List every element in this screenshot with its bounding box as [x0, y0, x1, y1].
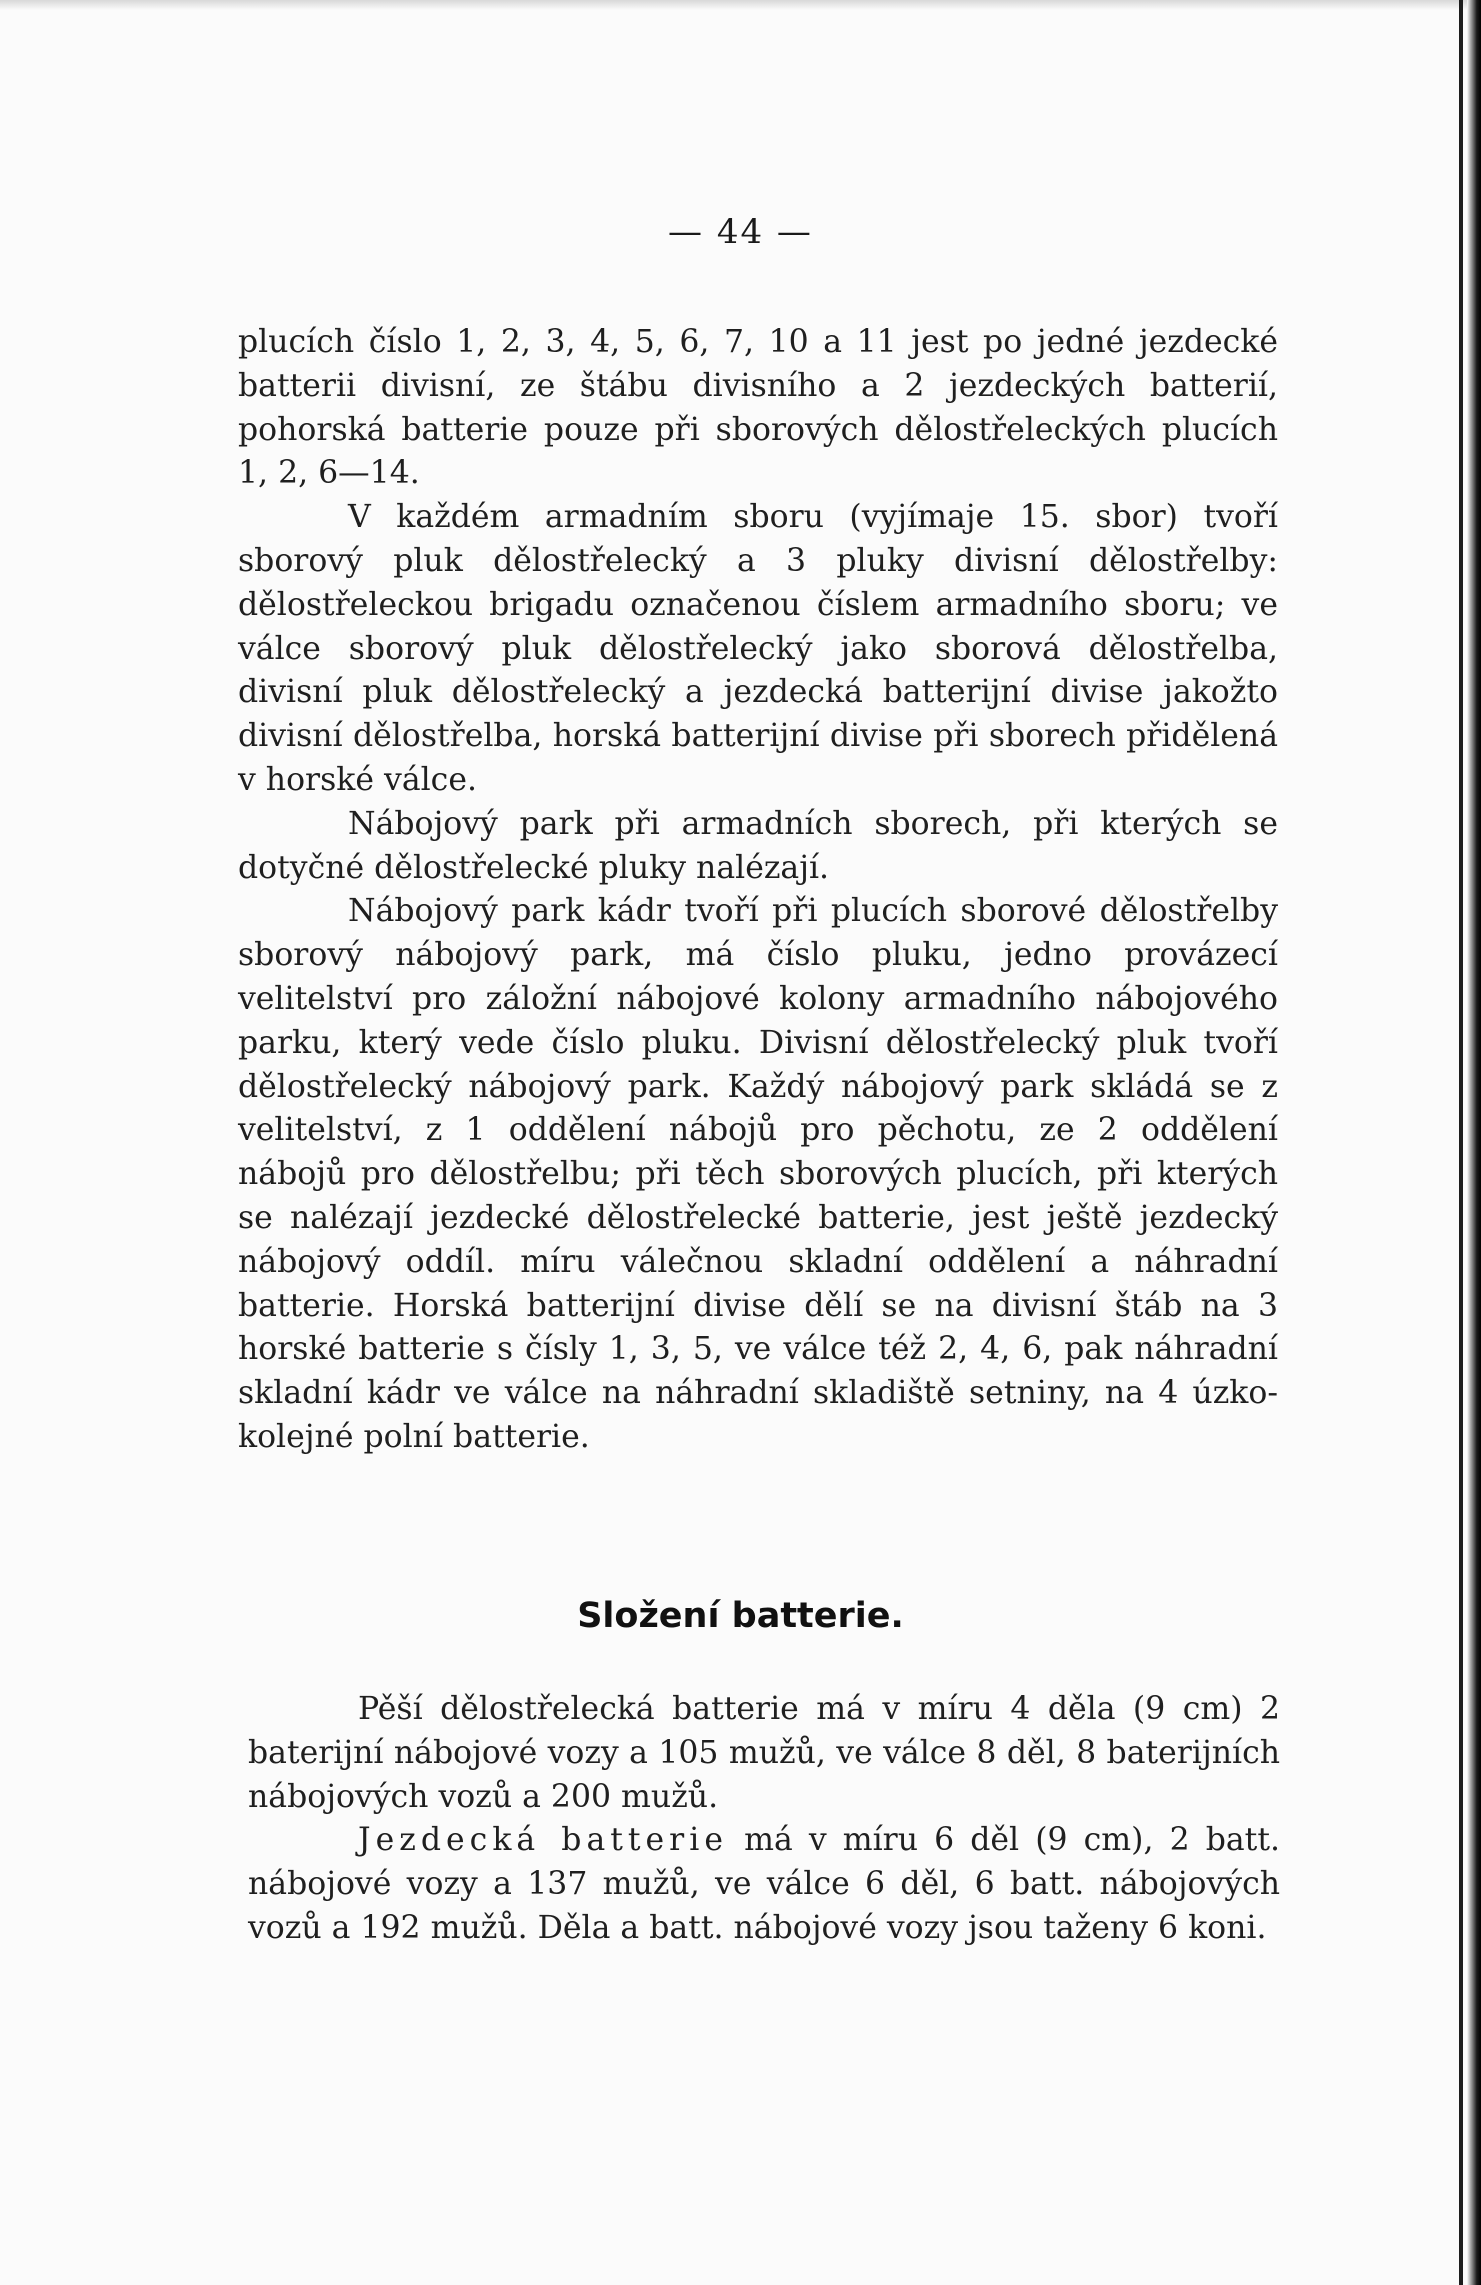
main-text-block	[238, 321, 1278, 1460]
spaced-lead-text: Jezdecká batterie	[358, 1822, 728, 1859]
page-number: — 44 —	[668, 212, 813, 252]
page-binding-line	[1459, 0, 1463, 2285]
section-text-block	[248, 1688, 1280, 1951]
section-heading: Složení batterie.	[577, 1596, 904, 1636]
paragraph-1: plucích číslo 1, 2, 3, 4, 5, 6, 7, 10 a 11 jest po jedné jezdecké batterii divisní, ze štábu divisního a 2 jezdeckých batterií, pohorská batterie pouze při sborových dělostřeleckých plucích 1, 2, 6—14.	[238, 324, 1278, 492]
paragraph-4: Nábojový park kádr tvoří při plucích sborové dělostřelby sborový nábojový park, má číslo pluku, jedno provázecí velitelství pro záložní nábojové kolony armadního nábojového parku, který vede číslo pluku. Divisní dělostřelecký pluk tvoří dělostřelecký nábojový park. Každý nábojový park skládá se z velitelství, z 1 oddělení nábojů pro pěchotu, ze 2 oddělení nábojů pro dělostřelbu; při těch sborových plucích, při kterých se nalézají jezdecké dělostřelecké batterie, jest ještě jezdecký nábojový oddíl. míru válečnou skladní oddělení a náhradní batterie. Horská batterijní divise dělí se na divisní štáb na 3 horské batterie s čísly 1, 3, 5, ve válce též 2, 4, 6, pak náhradní skladní kádr ve válce na náhradní skladiště setniny, na 4 úzko-kolejné polní batterie.	[238, 893, 1278, 1455]
paragraph-3: Nábojový park při armadních sborech, při kterých se dotyčné dělostřelecké pluky nalézají.	[238, 805, 1278, 886]
paragraph-rest-text: má v míru 6 děl (9 cm), 2 batt. nábojové vozy a 137 mužů, ve válce 6 děl, 6 batt. nábojových vozů a 192 mužů. Děla a batt. nábojové vozy jsou taženy 6 koni.	[248, 1822, 1281, 1946]
section-paragraph-2	[248, 1819, 1280, 1950]
section-paragraph-1: Pěší dělostřelecká batterie má v míru 4 děla (9 cm) 2 baterijní nábojové vozy a 105 mužů, ve válce 8 děl, 8 baterijních nábojových vozů a 200 mužů.	[248, 1691, 1280, 1815]
page-right-edge	[1467, 0, 1481, 2285]
paragraph-2: V každém armadním sboru (vyjímaje 15. sbor) tvoří sborový pluk dělostřelecký a 3 pluky divisní dělostřelby: dělostřeleckou brigadu označenou číslem armadního sboru; ve válce sborový pluk dělostřelecký jako sborová dělostřelba, divisní pluk dělostřelecký a jezdecká batterijní divise jakožto divisní dělostřelba, horská batterijní divise při sborech přidělená v horské válce.	[238, 499, 1278, 798]
page-top-edge	[0, 0, 1481, 10]
